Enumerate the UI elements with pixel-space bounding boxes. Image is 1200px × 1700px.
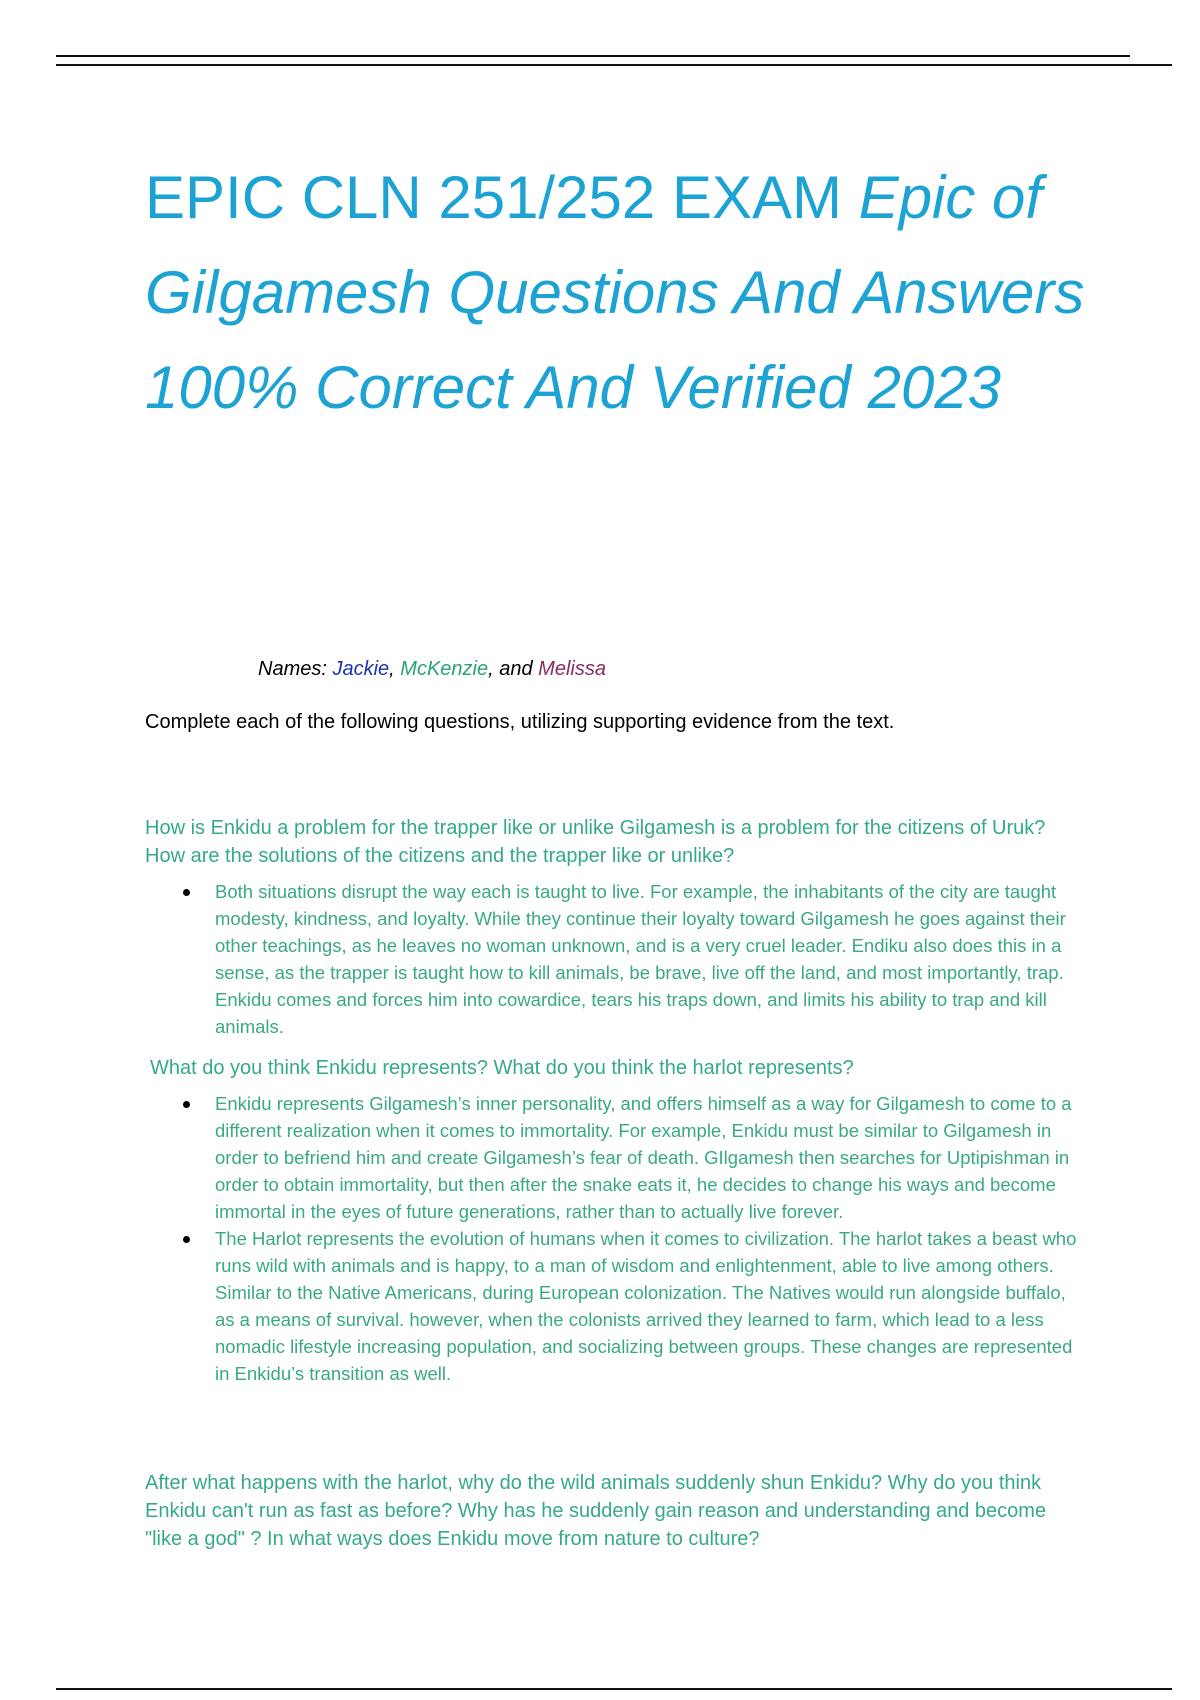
answer-text: Both situations disrupt the way each is taught to live. For example, the inhabitants of the city are taught modesty, kindness, and loyalty. While they continue their loyalty toward Gilgamesh he goes against their other teachings, as he leaves no woman unknown, and is a very cruel leader. Endiku also does this in a sense, as the trapper is taught how to kill animals, be brave, live off the land, and most importantly, trap. Enkidu comes and forces him into cowardice, tears his traps down, and limits his ability to trap and kill animals. — [215, 881, 1066, 1037]
names-separator: , and — [488, 658, 539, 680]
question: What do you think Enkidu represents? What do you think the harlot represents? — [150, 1057, 854, 1079]
name-melissa: Melissa — [538, 658, 606, 680]
bullet-icon — [183, 889, 190, 896]
instructions: Complete each of the following questions, utilizing supporting evidence from the text. — [145, 711, 895, 733]
qa-block — [145, 1469, 1085, 1553]
bottom-rule — [56, 1688, 1172, 1690]
names-line — [258, 658, 606, 681]
qa-block — [145, 814, 1085, 1040]
name-jackie: Jackie — [332, 658, 390, 680]
document-title — [145, 150, 1145, 435]
top-rule-upper — [56, 55, 1130, 57]
title-upright-part: EPIC CLN 251/252 EXAM — [145, 164, 859, 231]
name-mckenzie: McKenzie — [400, 658, 489, 680]
answer-list — [145, 878, 1085, 1040]
question: After what happens with the harlot, why do the wild animals suddenly shun Enkidu? Why do you think Enkidu can't run as fast as before? Why has he suddenly gain reason and understanding and become "like a god" ? In what ways does Enkidu move from nature to culture? — [145, 1472, 1047, 1550]
answer-list — [145, 1090, 1090, 1387]
question: How is Enkidu a problem for the trapper like or unlike Gilgamesh is a problem for the citizens of Uruk? How are the solutions of the citizens and the trapper like or unlike? — [145, 817, 1046, 867]
answer-item — [145, 878, 1085, 1040]
title-italic-part: Epic of Gilgamesh Questions And Answers 100% Correct And Verified 2023 — [145, 164, 1085, 421]
bullet-icon — [183, 1236, 190, 1243]
answer-item — [145, 1225, 1090, 1387]
names-label: Names: — [258, 658, 333, 680]
bullet-icon — [183, 1101, 190, 1108]
answer-text: Enkidu represents Gilgamesh’s inner personality, and offers himself as a way for Gilgamesh to come to a different realization when it comes to immortality. For example, Enkidu must be similar to Gilgamesh in order to befriend him and create Gilgamesh’s fear of death. GIlgamesh then searches for Uptipishman in order to obtain immortality, but then after the snake eats it, he decides to change his ways and become immortal in the eyes of future generations, rather than to actually live forever. — [215, 1093, 1072, 1222]
names-separator: , — [389, 658, 401, 680]
top-rule-lower — [56, 64, 1172, 66]
answer-text: The Harlot represents the evolution of humans when it comes to civilization. The harlot takes a beast who runs wild with animals and is happy, to a man of wisdom and enlightenment, able to live among others. Similar to the Native Americans, during European colonization. The Natives would run alongside buffalo, as a means of survival. however, when the colonists arrived they learned to farm, which lead to a less nomadic lifestyle increasing population, and socializing between groups. These changes are represented in Enkidu’s transition as well. — [215, 1228, 1077, 1384]
answer-item — [145, 1090, 1090, 1225]
qa-block — [150, 1054, 1090, 1387]
